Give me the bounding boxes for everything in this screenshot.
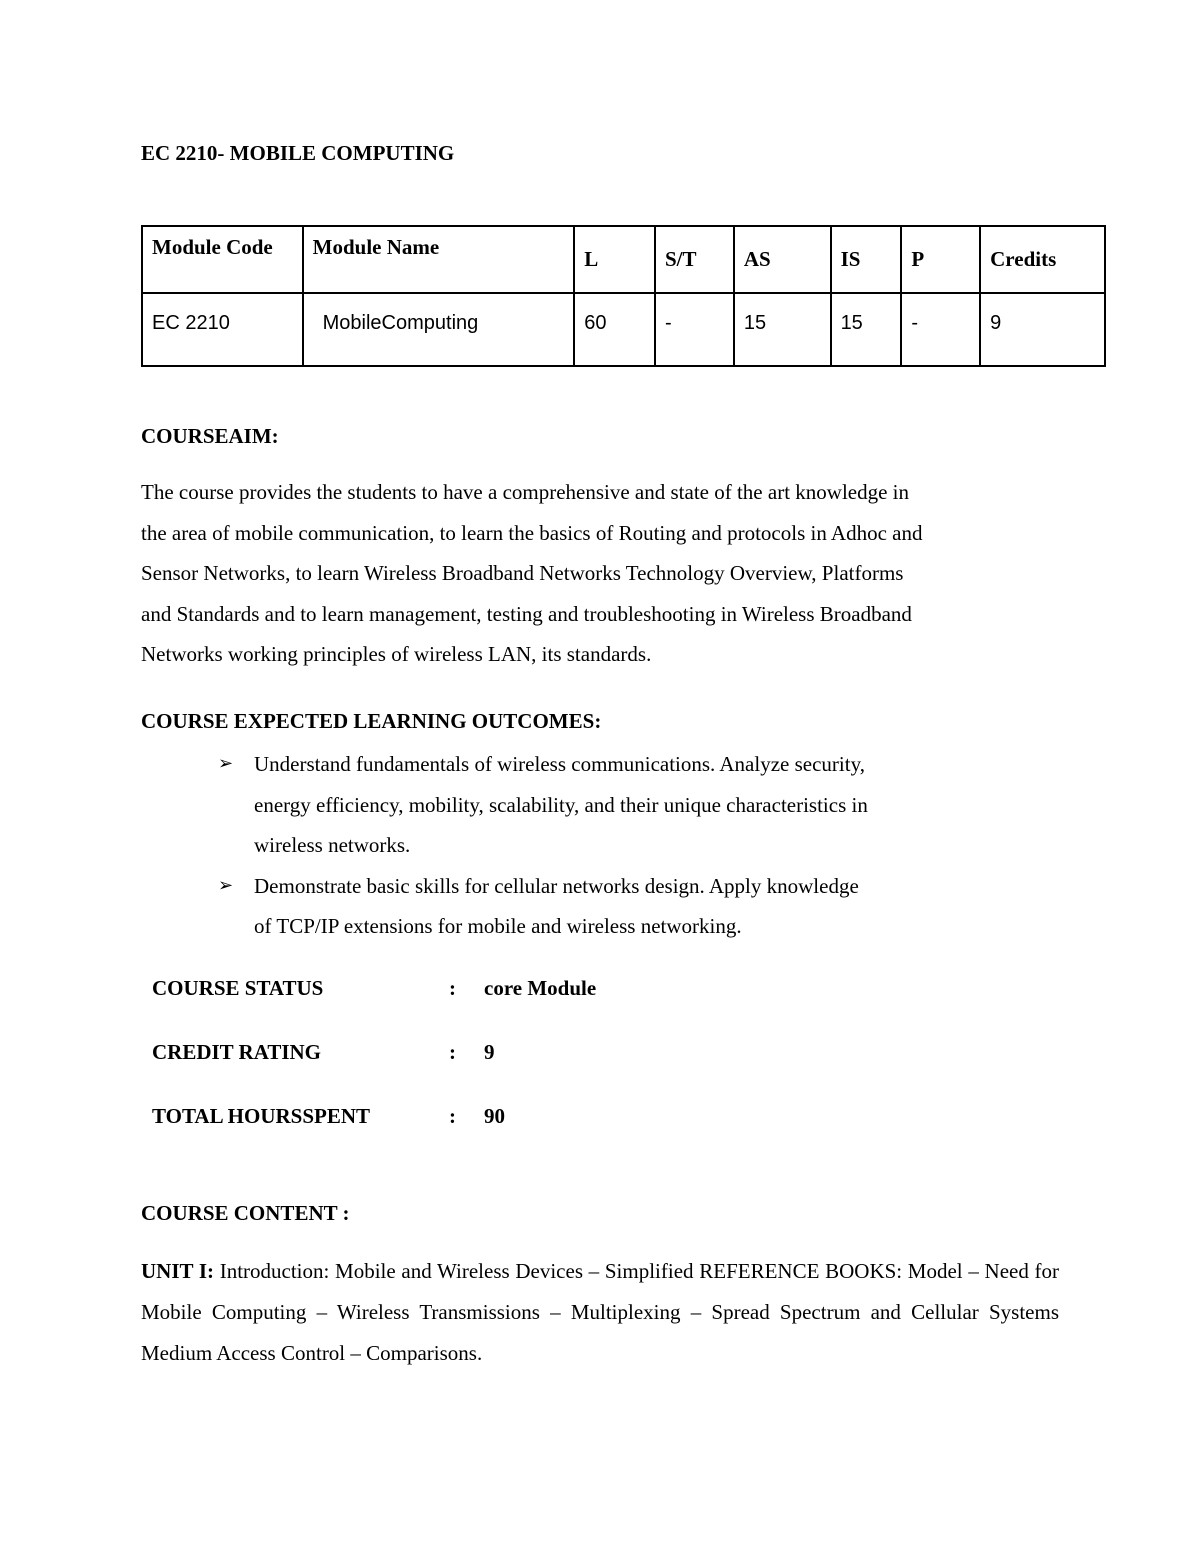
unit-one-paragraph	[141, 1251, 1059, 1374]
info-key: CREDIT RATING	[152, 1040, 322, 1064]
info-key: COURSE STATUS	[152, 976, 324, 1000]
outcome-item	[218, 866, 978, 947]
course-aim-line: The course provides the students to have a comprehensive and state of the art knowledge in	[141, 480, 910, 504]
header-module-code: Module Code	[142, 226, 303, 293]
info-separator: :	[449, 1040, 456, 1064]
outcome-line: wireless networks.	[254, 833, 411, 857]
course-aim-line: Sensor Networks, to learn Wireless Broadband Networks Technology Overview, Platforms	[141, 561, 904, 585]
outcomes-heading: COURSE EXPECTED LEARNING OUTCOMES:	[141, 709, 602, 733]
cell-credits: 9	[980, 293, 1105, 366]
unit-label: UNIT I:	[141, 1259, 214, 1283]
header-p: P	[901, 226, 980, 293]
info-value: core Module	[484, 976, 597, 1000]
arrow-bullet-icon: ➢	[218, 874, 234, 896]
document-title: EC 2210- MOBILE COMPUTING	[141, 141, 455, 165]
cell-st: -	[655, 293, 734, 366]
info-key: TOTAL HOURSSPENT	[152, 1104, 371, 1128]
header-credits: Credits	[980, 226, 1105, 293]
info-separator: :	[449, 976, 456, 1000]
cell-l: 60	[574, 293, 655, 366]
cell-module-name: MobileComputing	[303, 293, 575, 366]
info-value: 9	[484, 1040, 495, 1064]
info-separator: :	[449, 1104, 456, 1128]
header-module-name: Module Name	[303, 226, 575, 293]
outcome-line: energy efficiency, mobility, scalability, and their unique characteristics in	[254, 792, 868, 817]
course-aim-paragraph	[141, 472, 1041, 675]
outcome-line: Understand fundamentals of wireless communications. Analyze security,	[254, 752, 865, 776]
outcome-item	[218, 744, 978, 866]
info-value: 90	[484, 1104, 505, 1128]
header-l: L	[574, 226, 655, 293]
module-table	[141, 225, 1106, 367]
course-aim-line: Networks working principles of wireless LAN, its standards.	[141, 642, 652, 666]
unit-text: Introduction: Mobile and Wireless Devices – Simplified REFERENCE BOOKS: Model – Need for Mobile Computing – Wireless Transmissions – Multiplexing – Spread Spectrum and Cellular Systems Medium Access Control – Comparisons.	[141, 1259, 1060, 1365]
arrow-bullet-icon: ➢	[218, 753, 234, 774]
header-is: IS	[831, 226, 902, 293]
module-table-row	[142, 293, 1105, 366]
outcomes-list	[218, 744, 978, 947]
cell-is: 15	[831, 293, 902, 366]
course-aim-line: and Standards and to learn management, testing and troubleshooting in Wireless Broadband	[141, 601, 912, 626]
course-aim-heading: COURSEAIM:	[141, 424, 279, 448]
header-st: S/T	[655, 226, 734, 293]
outcome-line: of TCP/IP extensions for mobile and wireless networking.	[254, 914, 742, 938]
course-content-heading: COURSE CONTENT :	[141, 1201, 350, 1225]
cell-as: 15	[734, 293, 831, 366]
cell-p: -	[901, 293, 980, 366]
header-as: AS	[734, 226, 831, 293]
cell-module-code: EC 2210	[142, 293, 303, 366]
outcome-line: Demonstrate basic skills for cellular networks design. Apply knowledge	[254, 873, 859, 898]
module-table-header-row	[142, 226, 1105, 293]
course-aim-line: the area of mobile communication, to learn the basics of Routing and protocols in Adhoc and	[141, 520, 923, 545]
